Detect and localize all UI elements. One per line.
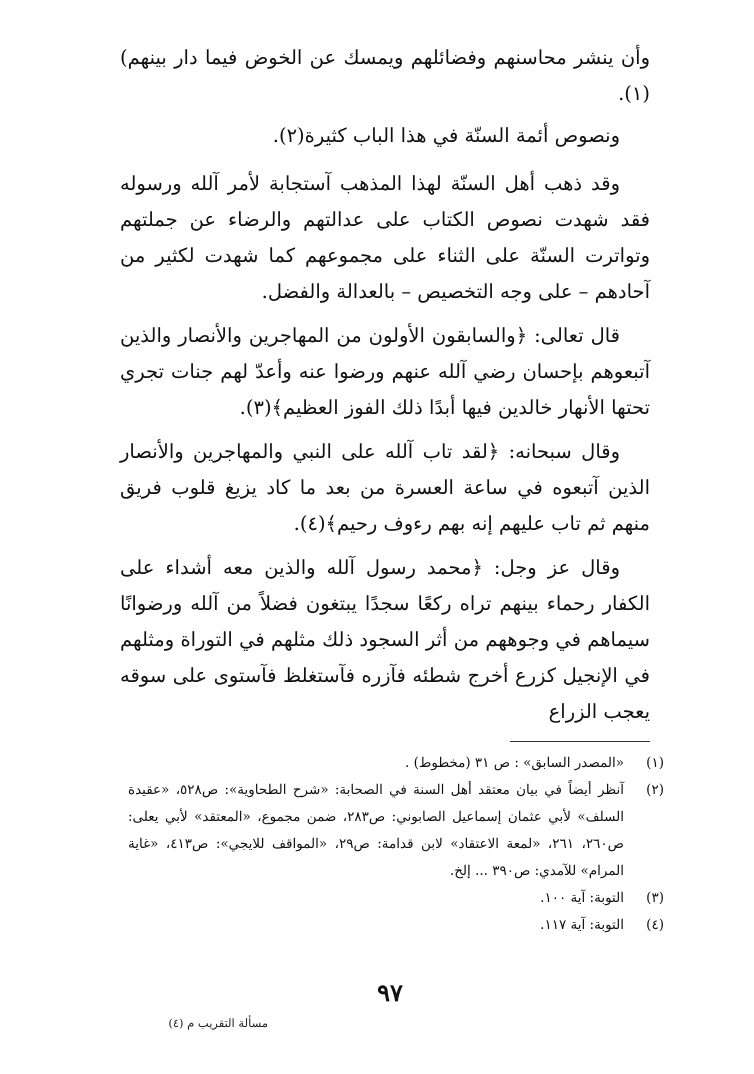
- footnote-divider: [510, 741, 650, 742]
- paragraph-6-quran-verse: وقال عز وجل: ﴿محمد رسول آلله والذين معه أشداء على الكفار رحماء بينهم تراه ركعًا سجدًا يبتغون فضلاً من آلله ورضوانًا سيماهم في وجوههم من أثر السجود ذلك مثلهم في التوراة ومثلهم في الإنجيل كزرع أخرج شطئه فآزره فآستغلظ فآستوى على سوقه يعجب الزراع: [120, 556, 650, 723]
- paragraph-5-quran-verse: وقال سبحانه: ﴿لقد تاب آلله على النبي والمهاجرين والأنصار الذين آتبعوه في ساعة العسرة من بعد ما كاد يزيغ قلوب فريق منهم ثم تاب عليهم إنه بهم رءوف رحيم﴾(٤).: [120, 440, 650, 535]
- footnote-text: التوبة: آية ١٠٠.: [540, 890, 624, 906]
- footnote-text: آنظر أيضاً في بيان معتقد أهل السنة في الصحابة: «شرح الطحاوية»: ص٥٢٨، «عقيدة السلف» لأبي عثمان إسماعيل الصابوني: ص٢٨٣، ضمن مجموع، «المعتقد» لأبي يعلى: ص٢٦٠، ٢٦١، «لمعة الاعتقاد» لابن قدامة: ص٢٩، «المواقف للايجي»: ص٤١٣، «غاية المرام» للآمدي: ص٣٩٠ ... إلخ.: [128, 782, 624, 879]
- printer-signature-mark: مسألة التقريب م (٤): [168, 1016, 268, 1030]
- paragraph-2: ونصوص أئمة السنّة في هذا الباب كثيرة(٢).: [272, 124, 620, 147]
- footnote-number: (٢): [646, 782, 664, 798]
- footnote-2: [128, 777, 664, 885]
- paragraph-4-quran-verse: قال تعالى: ﴿والسابقون الأولون من المهاجرين والأنصار والذين آتبعوهم بإحسان رضي آلله عنهم ورضوا عنه وأعدّ لهم جنات تجري تحتها الأنهار خالدين فيها أبدًا ذلك الفوز العظيم﴾(٣).: [120, 324, 650, 419]
- footnote-number: (٣): [646, 890, 664, 906]
- page-number: ٩٧: [377, 978, 403, 1007]
- footnote-text: «المصدر السابق» : ص ٣١ (مخطوط) .: [405, 755, 624, 771]
- footnotes-section: [128, 750, 664, 939]
- footnote-number: (٤): [646, 917, 664, 933]
- footnote-number: (١): [646, 755, 664, 771]
- paragraph-1: وأن ينشر محاسنهم وفضائلهم ويمسك عن الخوض فيما دار بينهم)(١).: [120, 46, 650, 105]
- footnote-4: [128, 912, 664, 939]
- main-text-body: [120, 40, 650, 730]
- footnote-1: [128, 750, 664, 777]
- footnote-3: [128, 885, 664, 912]
- paragraph-3: وقد ذهب أهل السنّة لهذا المذهب آستجابة لأمر آلله ورسوله فقد شهدت نصوص الكتاب على عدالتهم والرضاء عن جملتهم وتواترت السنّة على الثناء على مجموعهم كما شهدت لكثير من آحادهم – على وجه التخصيص – بالعدالة والفضل.: [120, 172, 650, 303]
- footnote-text: التوبة: آية ١١٧.: [540, 917, 624, 933]
